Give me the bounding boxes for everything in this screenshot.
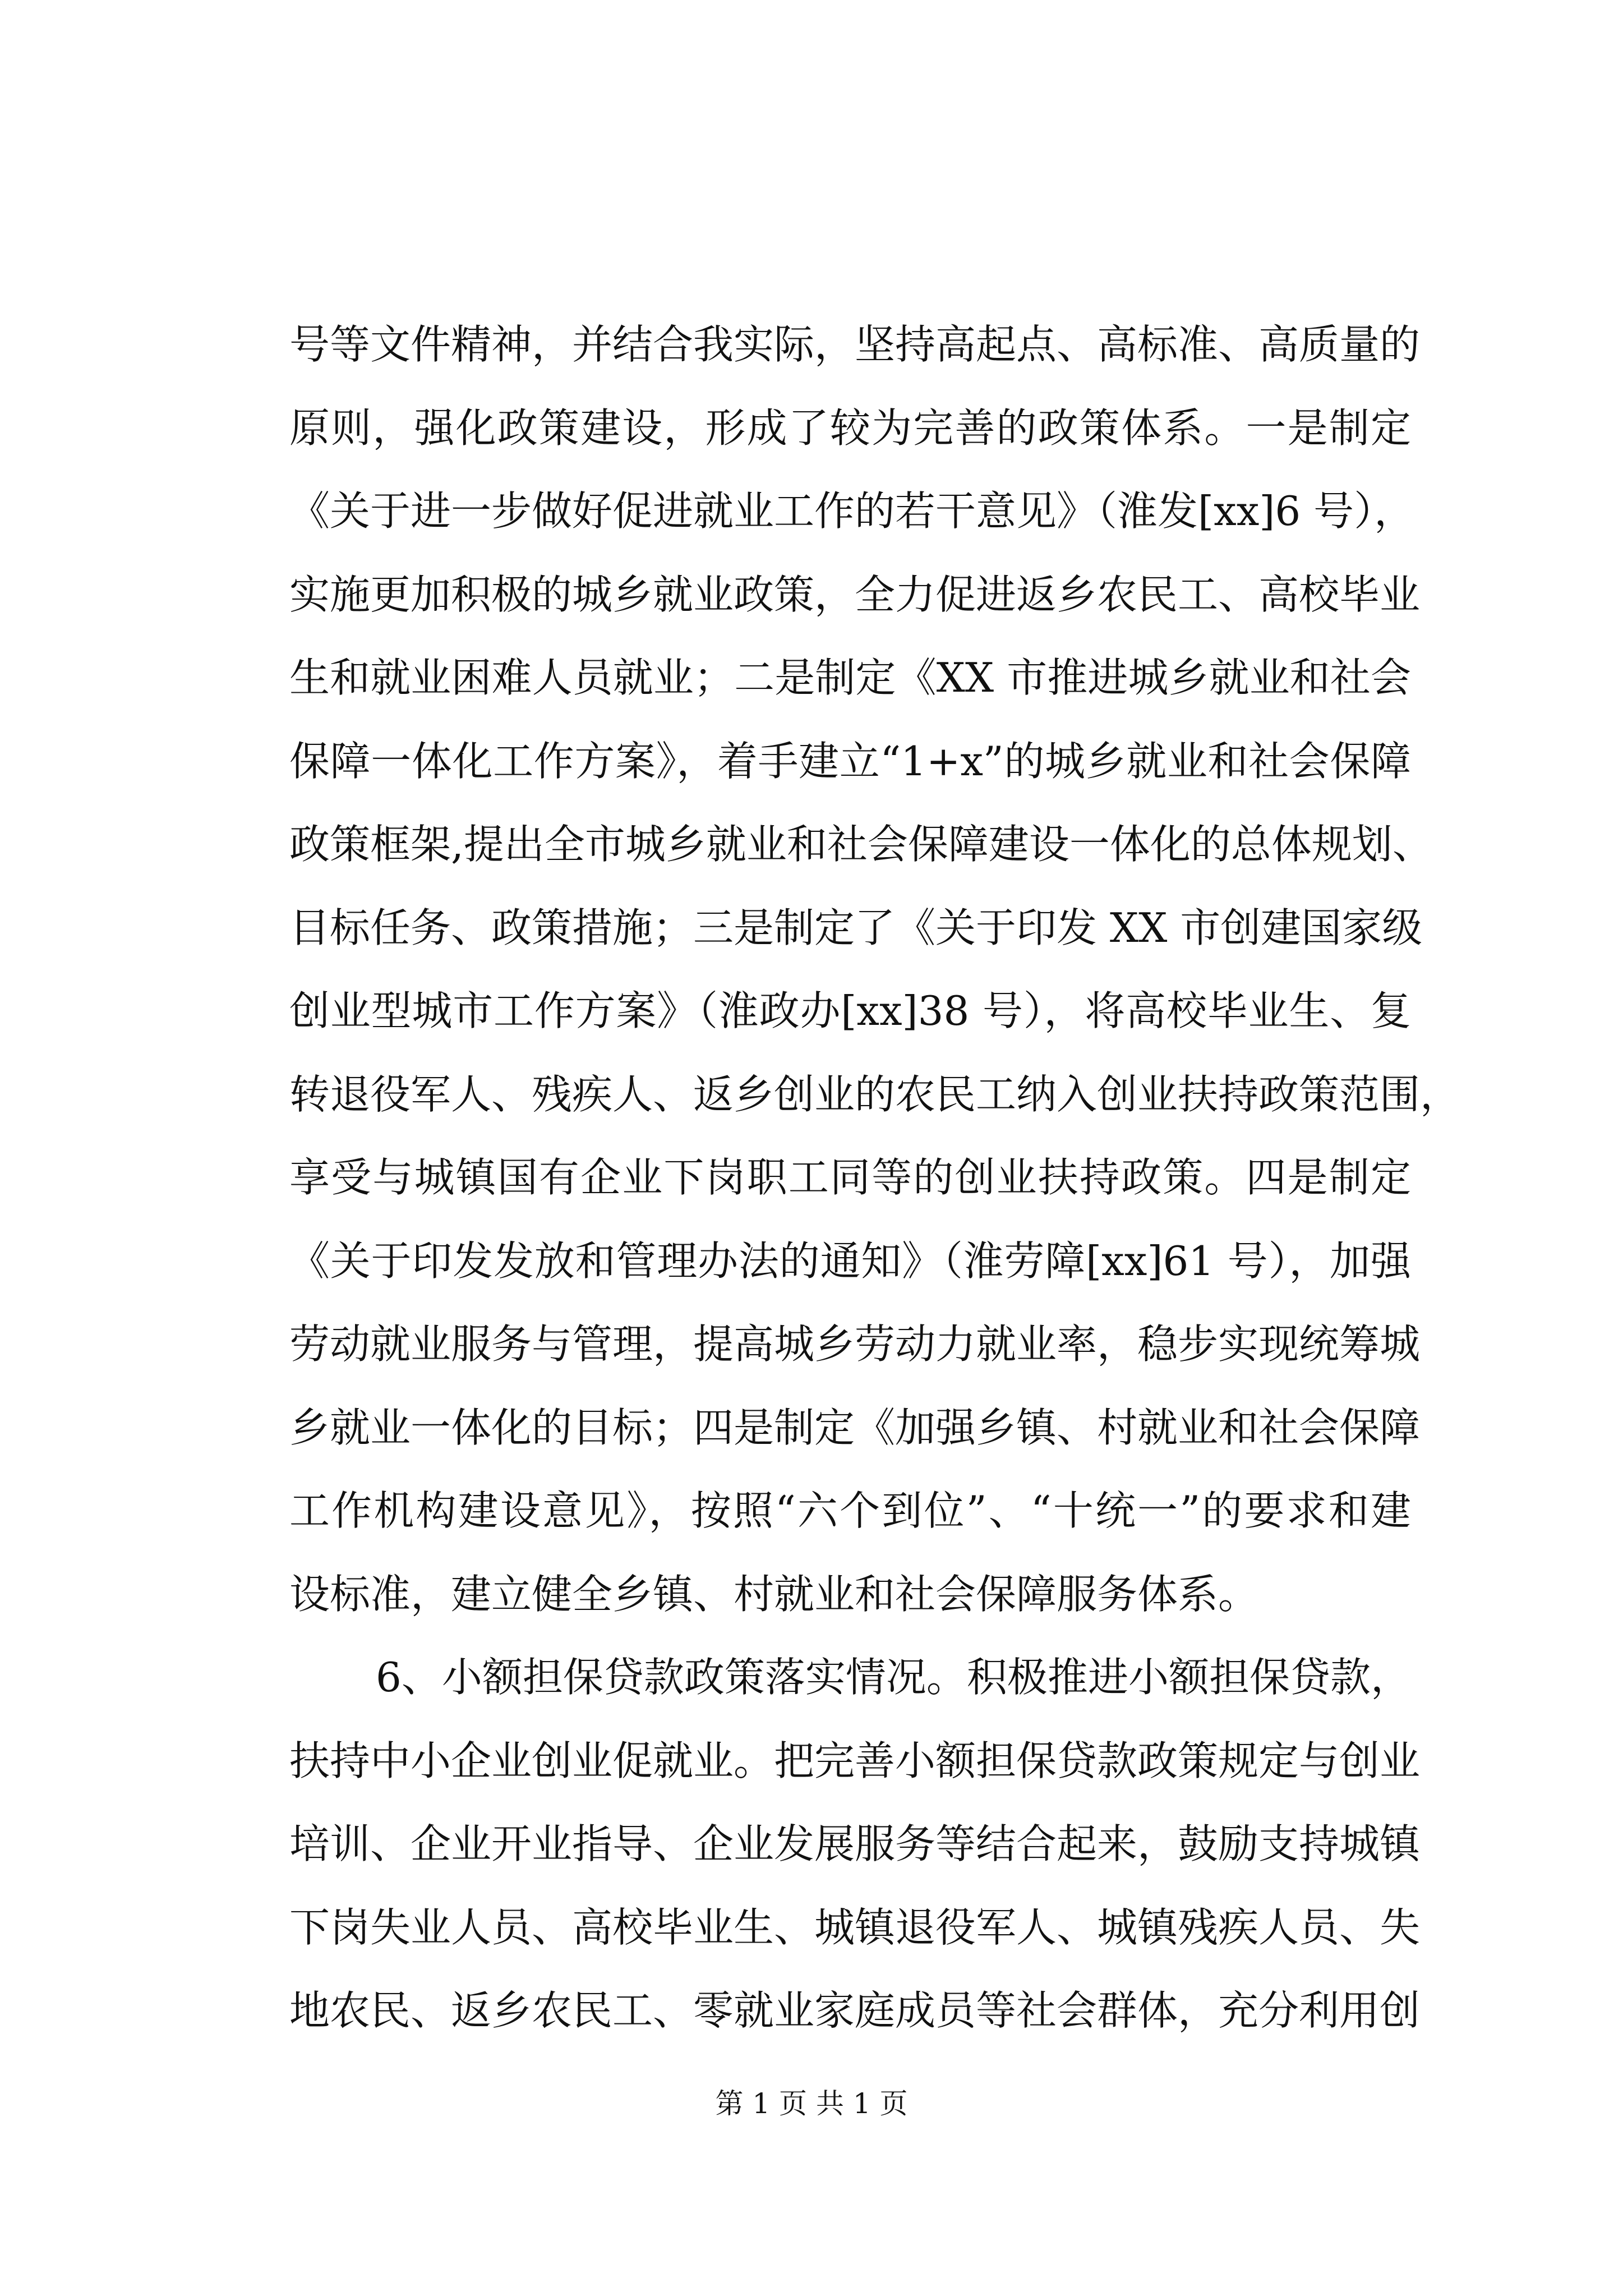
text-line: 实施更加积极的城乡就业政策，全力促进返乡农民工、高校毕业: [289, 570, 1421, 618]
text-line: 工作机构建设意见》，按照“六个到位”、“十统一”的要求和建: [289, 1487, 1411, 1534]
text-line: 劳动就业服务与管理，提高城乡劳动力就业率，稳步实现统筹城: [289, 1320, 1421, 1368]
text-line: 转退役军人、残疾人、返乡创业的农民工纳入创业扶持政策范围，: [289, 1070, 1461, 1118]
text-line: 创业型城市工作方案》（淮政办[xx]38 号），将高校毕业生、复: [289, 987, 1411, 1034]
text-line: 下岗失业人员、高校毕业生、城镇退役军人、城镇残疾人员、失: [289, 1903, 1421, 1951]
paragraph-policy-system: [289, 303, 1461, 1636]
text-line: 原则，强化政策建设，形成了较为完善的政策体系。一是制定: [289, 404, 1411, 452]
text-line: 生和就业困难人员就业；二是制定《XX 市推进城乡就业和社会: [289, 654, 1411, 701]
text-line: 号等文件精神，并结合我实际，坚持高起点、高标准、高质量的: [289, 321, 1421, 368]
page-footer: 第 1 页 共 1 页: [715, 2087, 908, 2120]
text-line: 培训、企业开业指导、企业发展服务等结合起来，鼓励支持城镇: [289, 1820, 1421, 1867]
text-line: 地农民、返乡农民工、零就业家庭成员等社会群体，充分利用创: [289, 1987, 1421, 2034]
document-body: [289, 303, 1461, 2053]
text-line: 享受与城镇国有企业下岗职工同等的创业扶持政策。四是制定: [289, 1154, 1411, 1201]
text-line: 扶持中小企业创业促就业。把完善小额担保贷款政策规定与创业: [289, 1737, 1421, 1784]
paragraph-loan-policy: [289, 1636, 1421, 2053]
text-line: 保障一体化工作方案》，着手建立“1+x”的城乡就业和社会保障: [289, 737, 1411, 785]
text-line: 政策框架,提出全市城乡就业和社会保障建设一体化的总体规划、: [289, 821, 1433, 868]
text-line: 目标任务、政策措施；三是制定了《关于印发 XX 市创建国家级: [289, 904, 1423, 951]
text-line: 设标准，建立健全乡镇、村就业和社会保障服务体系。: [289, 1570, 1259, 1618]
text-line: 6、小额担保贷款政策落实情况。积极推进小额担保贷款，: [376, 1654, 1411, 1701]
text-line: 《关于印发发放和管理办法的通知》（淮劳障[xx]61 号），加强: [289, 1237, 1411, 1285]
text-line: 乡就业一体化的目标；四是制定《加强乡镇、村就业和社会保障: [289, 1404, 1421, 1451]
text-line: 《关于进一步做好促进就业工作的若干意见》（淮发[xx]6 号），: [289, 487, 1415, 535]
